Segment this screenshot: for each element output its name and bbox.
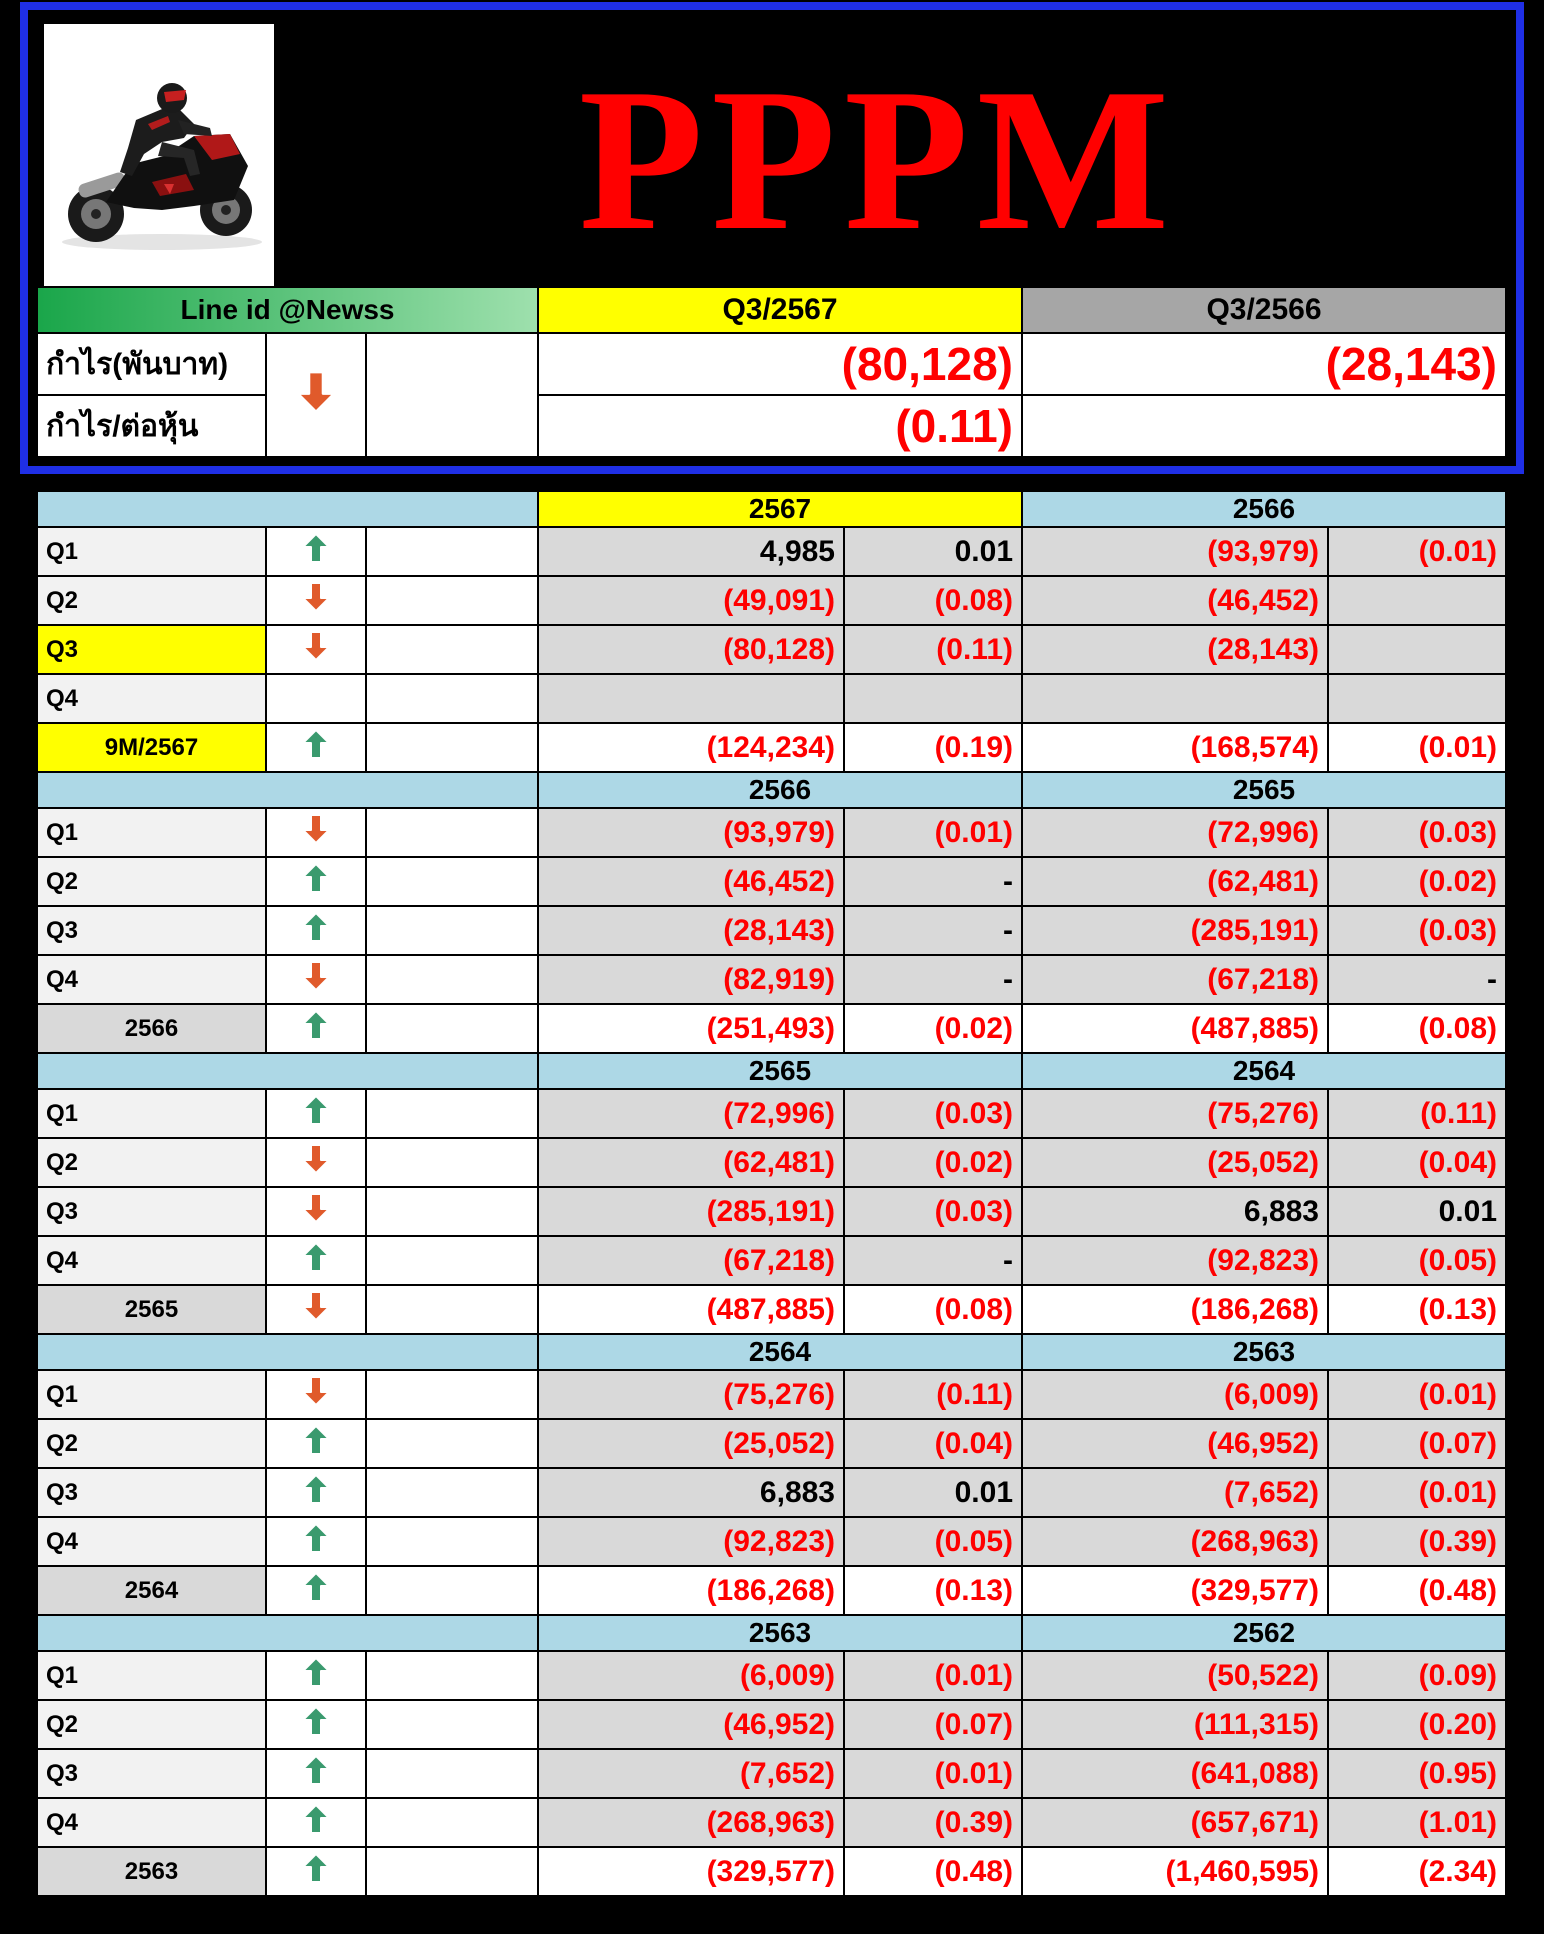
year-header-blank: [37, 1615, 538, 1651]
trend-cell: [266, 1004, 366, 1053]
trend-cell: [266, 1651, 366, 1700]
year-header-row: [37, 772, 1506, 808]
period-label: 2563: [37, 1847, 266, 1896]
right-profit-value: (657,671): [1022, 1798, 1328, 1847]
quarter-row: [37, 576, 1506, 625]
year-right-header: 2566: [1022, 491, 1506, 527]
right-eps-value: (0.01): [1328, 1370, 1506, 1419]
trend-arrow-up-icon: [302, 1755, 330, 1792]
quarter-row: [37, 1419, 1506, 1468]
trend-cell: [266, 1566, 366, 1615]
quarter-row: [37, 1468, 1506, 1517]
trend-cell: [266, 1847, 366, 1896]
year-header-blank: [37, 1053, 538, 1089]
trend-arrow-down-icon: [302, 814, 330, 851]
quarter-row: [37, 674, 1506, 723]
quarter-row: [37, 857, 1506, 906]
quarter-row: [37, 906, 1506, 955]
total-row: [37, 1847, 1506, 1896]
quarter-row: [37, 1236, 1506, 1285]
right-profit-value: (186,268): [1022, 1285, 1328, 1334]
left-eps-value: 0.01: [844, 527, 1022, 576]
trend-arrow-down-icon: [302, 1193, 330, 1230]
right-profit-value: (6,009): [1022, 1370, 1328, 1419]
right-eps-value: 0.01: [1328, 1187, 1506, 1236]
right-profit-value: (168,574): [1022, 723, 1328, 772]
blank-cell: [366, 576, 538, 625]
trend-arrow-up-icon: [302, 912, 330, 949]
eps-previous-value: [1022, 395, 1506, 457]
year-header-blank: [37, 772, 538, 808]
right-profit-value: (72,996): [1022, 808, 1328, 857]
right-profit-value: (7,652): [1022, 1468, 1328, 1517]
left-eps-value: (0.39): [844, 1798, 1022, 1847]
left-profit-value: (329,577): [538, 1847, 844, 1896]
right-profit-value: (50,522): [1022, 1651, 1328, 1700]
right-eps-value: [1328, 625, 1506, 674]
year-left-header: 2566: [538, 772, 1022, 808]
trend-cell: [266, 1468, 366, 1517]
summary-profit-row: [37, 333, 1506, 395]
period-label: 2566: [37, 1004, 266, 1053]
total-row: [37, 1566, 1506, 1615]
trend-arrow-down-icon: [302, 582, 330, 619]
right-profit-value: (75,276): [1022, 1089, 1328, 1138]
right-eps-value: (0.95): [1328, 1749, 1506, 1798]
year-header-blank: [37, 1334, 538, 1370]
trend-cell: [266, 723, 366, 772]
trend-cell: [266, 1749, 366, 1798]
right-profit-value: (62,481): [1022, 857, 1328, 906]
left-profit-value: (67,218): [538, 1236, 844, 1285]
left-eps-value: (0.02): [844, 1004, 1022, 1053]
left-profit-value: (72,996): [538, 1089, 844, 1138]
year-right-header: 2562: [1022, 1615, 1506, 1651]
left-eps-value: (0.48): [844, 1847, 1022, 1896]
year-right-header: 2565: [1022, 772, 1506, 808]
eps-label: กำไร/ต่อหุ้น: [37, 395, 266, 457]
blank-cell: [366, 1468, 538, 1517]
left-eps-value: (0.08): [844, 576, 1022, 625]
left-profit-value: (28,143): [538, 906, 844, 955]
period-label: Q2: [37, 1419, 266, 1468]
blank-cell: [366, 1370, 538, 1419]
trend-cell: [266, 625, 366, 674]
year-left-header: 2567: [538, 491, 1022, 527]
right-profit-value: (92,823): [1022, 1236, 1328, 1285]
left-eps-value: (0.11): [844, 1370, 1022, 1419]
right-eps-value: (0.39): [1328, 1517, 1506, 1566]
right-profit-value: [1022, 674, 1328, 723]
trend-arrow-up-icon: [302, 729, 330, 766]
right-profit-value: (268,963): [1022, 1517, 1328, 1566]
period-label: Q4: [37, 1798, 266, 1847]
left-profit-value: (92,823): [538, 1517, 844, 1566]
left-eps-value: (0.01): [844, 1651, 1022, 1700]
right-eps-value: (0.08): [1328, 1004, 1506, 1053]
blank-cell: [366, 1187, 538, 1236]
right-eps-value: [1328, 674, 1506, 723]
right-profit-value: (329,577): [1022, 1566, 1328, 1615]
period-label: Q1: [37, 1089, 266, 1138]
total-row: [37, 723, 1506, 772]
year-right-header: 2563: [1022, 1334, 1506, 1370]
trend-arrow-down-icon: [302, 1376, 330, 1413]
left-profit-value: (46,452): [538, 857, 844, 906]
period-label: Q4: [37, 955, 266, 1004]
period-label: Q3: [37, 625, 266, 674]
left-profit-value: (46,952): [538, 1700, 844, 1749]
right-profit-value: (25,052): [1022, 1138, 1328, 1187]
trend-cell: [266, 674, 366, 723]
quarter-row: [37, 1749, 1506, 1798]
right-eps-value: (0.01): [1328, 1468, 1506, 1517]
right-profit-value: (487,885): [1022, 1004, 1328, 1053]
blank-cell: [366, 1847, 538, 1896]
right-eps-value: (0.01): [1328, 527, 1506, 576]
left-eps-value: -: [844, 1236, 1022, 1285]
blank-cell: [366, 1798, 538, 1847]
period-label: 2565: [37, 1285, 266, 1334]
blank-cell: [366, 1419, 538, 1468]
quarter-row: [37, 1700, 1506, 1749]
blank-cell: [366, 1517, 538, 1566]
period-label: Q3: [37, 906, 266, 955]
trend-arrow-down-icon: [302, 1144, 330, 1181]
right-profit-value: (111,315): [1022, 1700, 1328, 1749]
trend-arrow-up-icon: [302, 863, 330, 900]
left-eps-value: (0.08): [844, 1285, 1022, 1334]
previous-period-header: Q3/2566: [1022, 287, 1506, 333]
period-label: Q1: [37, 527, 266, 576]
trend-arrow-up-icon: [302, 1523, 330, 1560]
blank-cell: [366, 1700, 538, 1749]
left-eps-value: (0.13): [844, 1566, 1022, 1615]
right-eps-value: (0.01): [1328, 723, 1506, 772]
year-header-row: [37, 1053, 1506, 1089]
line-id-label: Line id @Newss: [37, 287, 538, 333]
left-profit-value: (75,276): [538, 1370, 844, 1419]
year-right-header: 2564: [1022, 1053, 1506, 1089]
left-profit-value: (80,128): [538, 625, 844, 674]
left-eps-value: (0.11): [844, 625, 1022, 674]
eps-current-value: (0.11): [538, 395, 1022, 457]
current-period-header: Q3/2567: [538, 287, 1022, 333]
right-profit-value: (46,952): [1022, 1419, 1328, 1468]
trend-cell: [266, 808, 366, 857]
total-row: [37, 1285, 1506, 1334]
year-header-row: [37, 1334, 1506, 1370]
blank-cell: [366, 1089, 538, 1138]
profit-previous-value: (28,143): [1022, 333, 1506, 395]
summary-table: [36, 286, 1507, 458]
right-profit-value: 6,883: [1022, 1187, 1328, 1236]
trend-cell: [266, 1187, 366, 1236]
left-eps-value: (0.02): [844, 1138, 1022, 1187]
trend-cell: [266, 1700, 366, 1749]
left-profit-value: (7,652): [538, 1749, 844, 1798]
left-eps-value: -: [844, 857, 1022, 906]
right-profit-value: (285,191): [1022, 906, 1328, 955]
trend-arrow-up-icon: [302, 1242, 330, 1279]
period-label: Q1: [37, 1651, 266, 1700]
right-eps-value: (0.09): [1328, 1651, 1506, 1700]
left-profit-value: (487,885): [538, 1285, 844, 1334]
left-profit-value: (285,191): [538, 1187, 844, 1236]
left-profit-value: (25,052): [538, 1419, 844, 1468]
left-profit-value: (82,919): [538, 955, 844, 1004]
period-label: Q3: [37, 1749, 266, 1798]
quarter-row: [37, 808, 1506, 857]
year-left-header: 2564: [538, 1334, 1022, 1370]
left-profit-value: (49,091): [538, 576, 844, 625]
left-eps-value: (0.19): [844, 723, 1022, 772]
trend-cell: [266, 1419, 366, 1468]
trend-arrow-up-icon: [302, 1804, 330, 1841]
quarter-row: [37, 955, 1506, 1004]
right-profit-value: (641,088): [1022, 1749, 1328, 1798]
trend-cell: [266, 1798, 366, 1847]
motorcycle-icon: [44, 24, 274, 292]
period-label: Q3: [37, 1468, 266, 1517]
right-eps-value: (0.03): [1328, 906, 1506, 955]
quarter-row: [37, 1651, 1506, 1700]
trend-cell: [266, 906, 366, 955]
quarter-row: [37, 1517, 1506, 1566]
blank-cell: [366, 857, 538, 906]
year-left-header: 2565: [538, 1053, 1022, 1089]
trend-cell: [266, 576, 366, 625]
trend-arrow-up-icon: [302, 1853, 330, 1890]
right-eps-value: (0.03): [1328, 808, 1506, 857]
quarter-row: [37, 1187, 1506, 1236]
profit-label: กำไร(พันบาท): [37, 333, 266, 395]
blank-cell: [366, 1566, 538, 1615]
left-eps-value: [844, 674, 1022, 723]
trend-cell: [266, 955, 366, 1004]
quarterly-results-table: [36, 490, 1507, 1897]
left-profit-value: (251,493): [538, 1004, 844, 1053]
summary-trend-cell: [266, 333, 366, 457]
period-label: Q4: [37, 1517, 266, 1566]
right-eps-value: (0.02): [1328, 857, 1506, 906]
trend-arrow-up-icon: [302, 1010, 330, 1047]
blank-cell: [366, 1749, 538, 1798]
left-profit-value: 4,985: [538, 527, 844, 576]
right-profit-value: (1,460,595): [1022, 1847, 1328, 1896]
trend-arrow-up-icon: [302, 1572, 330, 1609]
period-label: Q2: [37, 1138, 266, 1187]
summary-trend-arrow-icon: [296, 368, 336, 423]
left-eps-value: (0.01): [844, 808, 1022, 857]
quarter-row: [37, 527, 1506, 576]
left-eps-value: (0.07): [844, 1700, 1022, 1749]
blank-cell: [366, 674, 538, 723]
left-profit-value: (93,979): [538, 808, 844, 857]
trend-arrow-down-icon: [302, 961, 330, 998]
period-label: Q4: [37, 674, 266, 723]
blank-cell: [366, 808, 538, 857]
total-row: [37, 1004, 1506, 1053]
year-header-row: [37, 491, 1506, 527]
right-profit-value: (46,452): [1022, 576, 1328, 625]
right-eps-value: -: [1328, 955, 1506, 1004]
blank-cell: [366, 955, 538, 1004]
period-label: Q1: [37, 808, 266, 857]
period-label: Q3: [37, 1187, 266, 1236]
quarter-row: [37, 1798, 1506, 1847]
trend-arrow-up-icon: [302, 533, 330, 570]
right-eps-value: (2.34): [1328, 1847, 1506, 1896]
period-label: 9M/2567: [37, 723, 266, 772]
blank-cell: [366, 1651, 538, 1700]
motorcycle-logo: [44, 24, 274, 292]
trend-cell: [266, 1236, 366, 1285]
left-profit-value: 6,883: [538, 1468, 844, 1517]
year-header-row: [37, 1615, 1506, 1651]
ticker-title: PPPM: [578, 47, 1178, 273]
blank-cell: [366, 906, 538, 955]
right-eps-value: [1328, 576, 1506, 625]
right-profit-value: (28,143): [1022, 625, 1328, 674]
trend-cell: [266, 1285, 366, 1334]
left-profit-value: (124,234): [538, 723, 844, 772]
summary-blank-cell: [366, 333, 538, 457]
trend-arrow-up-icon: [302, 1657, 330, 1694]
left-eps-value: -: [844, 906, 1022, 955]
quarter-row: [37, 625, 1506, 674]
blank-cell: [366, 1004, 538, 1053]
period-label: Q1: [37, 1370, 266, 1419]
summary-eps-row: [37, 395, 1506, 457]
year-header-blank: [37, 491, 538, 527]
left-eps-value: (0.03): [844, 1187, 1022, 1236]
right-eps-value: (0.11): [1328, 1089, 1506, 1138]
left-eps-value: (0.01): [844, 1749, 1022, 1798]
right-eps-value: (1.01): [1328, 1798, 1506, 1847]
right-eps-value: (0.04): [1328, 1138, 1506, 1187]
period-label: Q2: [37, 1700, 266, 1749]
period-label: Q2: [37, 576, 266, 625]
trend-arrow-down-icon: [302, 631, 330, 668]
left-profit-value: (6,009): [538, 1651, 844, 1700]
left-eps-value: (0.04): [844, 1419, 1022, 1468]
right-eps-value: (0.48): [1328, 1566, 1506, 1615]
blank-cell: [366, 1236, 538, 1285]
quarter-row: [37, 1089, 1506, 1138]
left-eps-value: -: [844, 955, 1022, 1004]
blank-cell: [366, 527, 538, 576]
right-eps-value: (0.20): [1328, 1700, 1506, 1749]
right-profit-value: (93,979): [1022, 527, 1328, 576]
blank-cell: [366, 1285, 538, 1334]
blank-cell: [366, 1138, 538, 1187]
left-profit-value: [538, 674, 844, 723]
right-profit-value: (67,218): [1022, 955, 1328, 1004]
trend-cell: [266, 1089, 366, 1138]
blank-cell: [366, 625, 538, 674]
right-eps-value: (0.13): [1328, 1285, 1506, 1334]
right-eps-value: (0.07): [1328, 1419, 1506, 1468]
left-profit-value: (268,963): [538, 1798, 844, 1847]
trend-arrow-up-icon: [302, 1095, 330, 1132]
trend-cell: [266, 1370, 366, 1419]
summary-header-row: [37, 287, 1506, 333]
left-profit-value: (62,481): [538, 1138, 844, 1187]
profit-current-value: (80,128): [538, 333, 1022, 395]
period-label: Q4: [37, 1236, 266, 1285]
trend-cell: [266, 1138, 366, 1187]
trend-cell: [266, 527, 366, 576]
trend-cell: [266, 857, 366, 906]
left-eps-value: (0.03): [844, 1089, 1022, 1138]
left-eps-value: (0.05): [844, 1517, 1022, 1566]
left-eps-value: 0.01: [844, 1468, 1022, 1517]
trend-arrow-down-icon: [302, 1291, 330, 1328]
trend-arrow-up-icon: [302, 1425, 330, 1462]
quarter-row: [37, 1138, 1506, 1187]
blank-cell: [366, 723, 538, 772]
year-left-header: 2563: [538, 1615, 1022, 1651]
trend-arrow-up-icon: [302, 1706, 330, 1743]
period-label: 2564: [37, 1566, 266, 1615]
right-eps-value: (0.05): [1328, 1236, 1506, 1285]
trend-arrow-up-icon: [302, 1474, 330, 1511]
trend-cell: [266, 1517, 366, 1566]
quarter-row: [37, 1370, 1506, 1419]
period-label: Q2: [37, 857, 266, 906]
left-profit-value: (186,268): [538, 1566, 844, 1615]
